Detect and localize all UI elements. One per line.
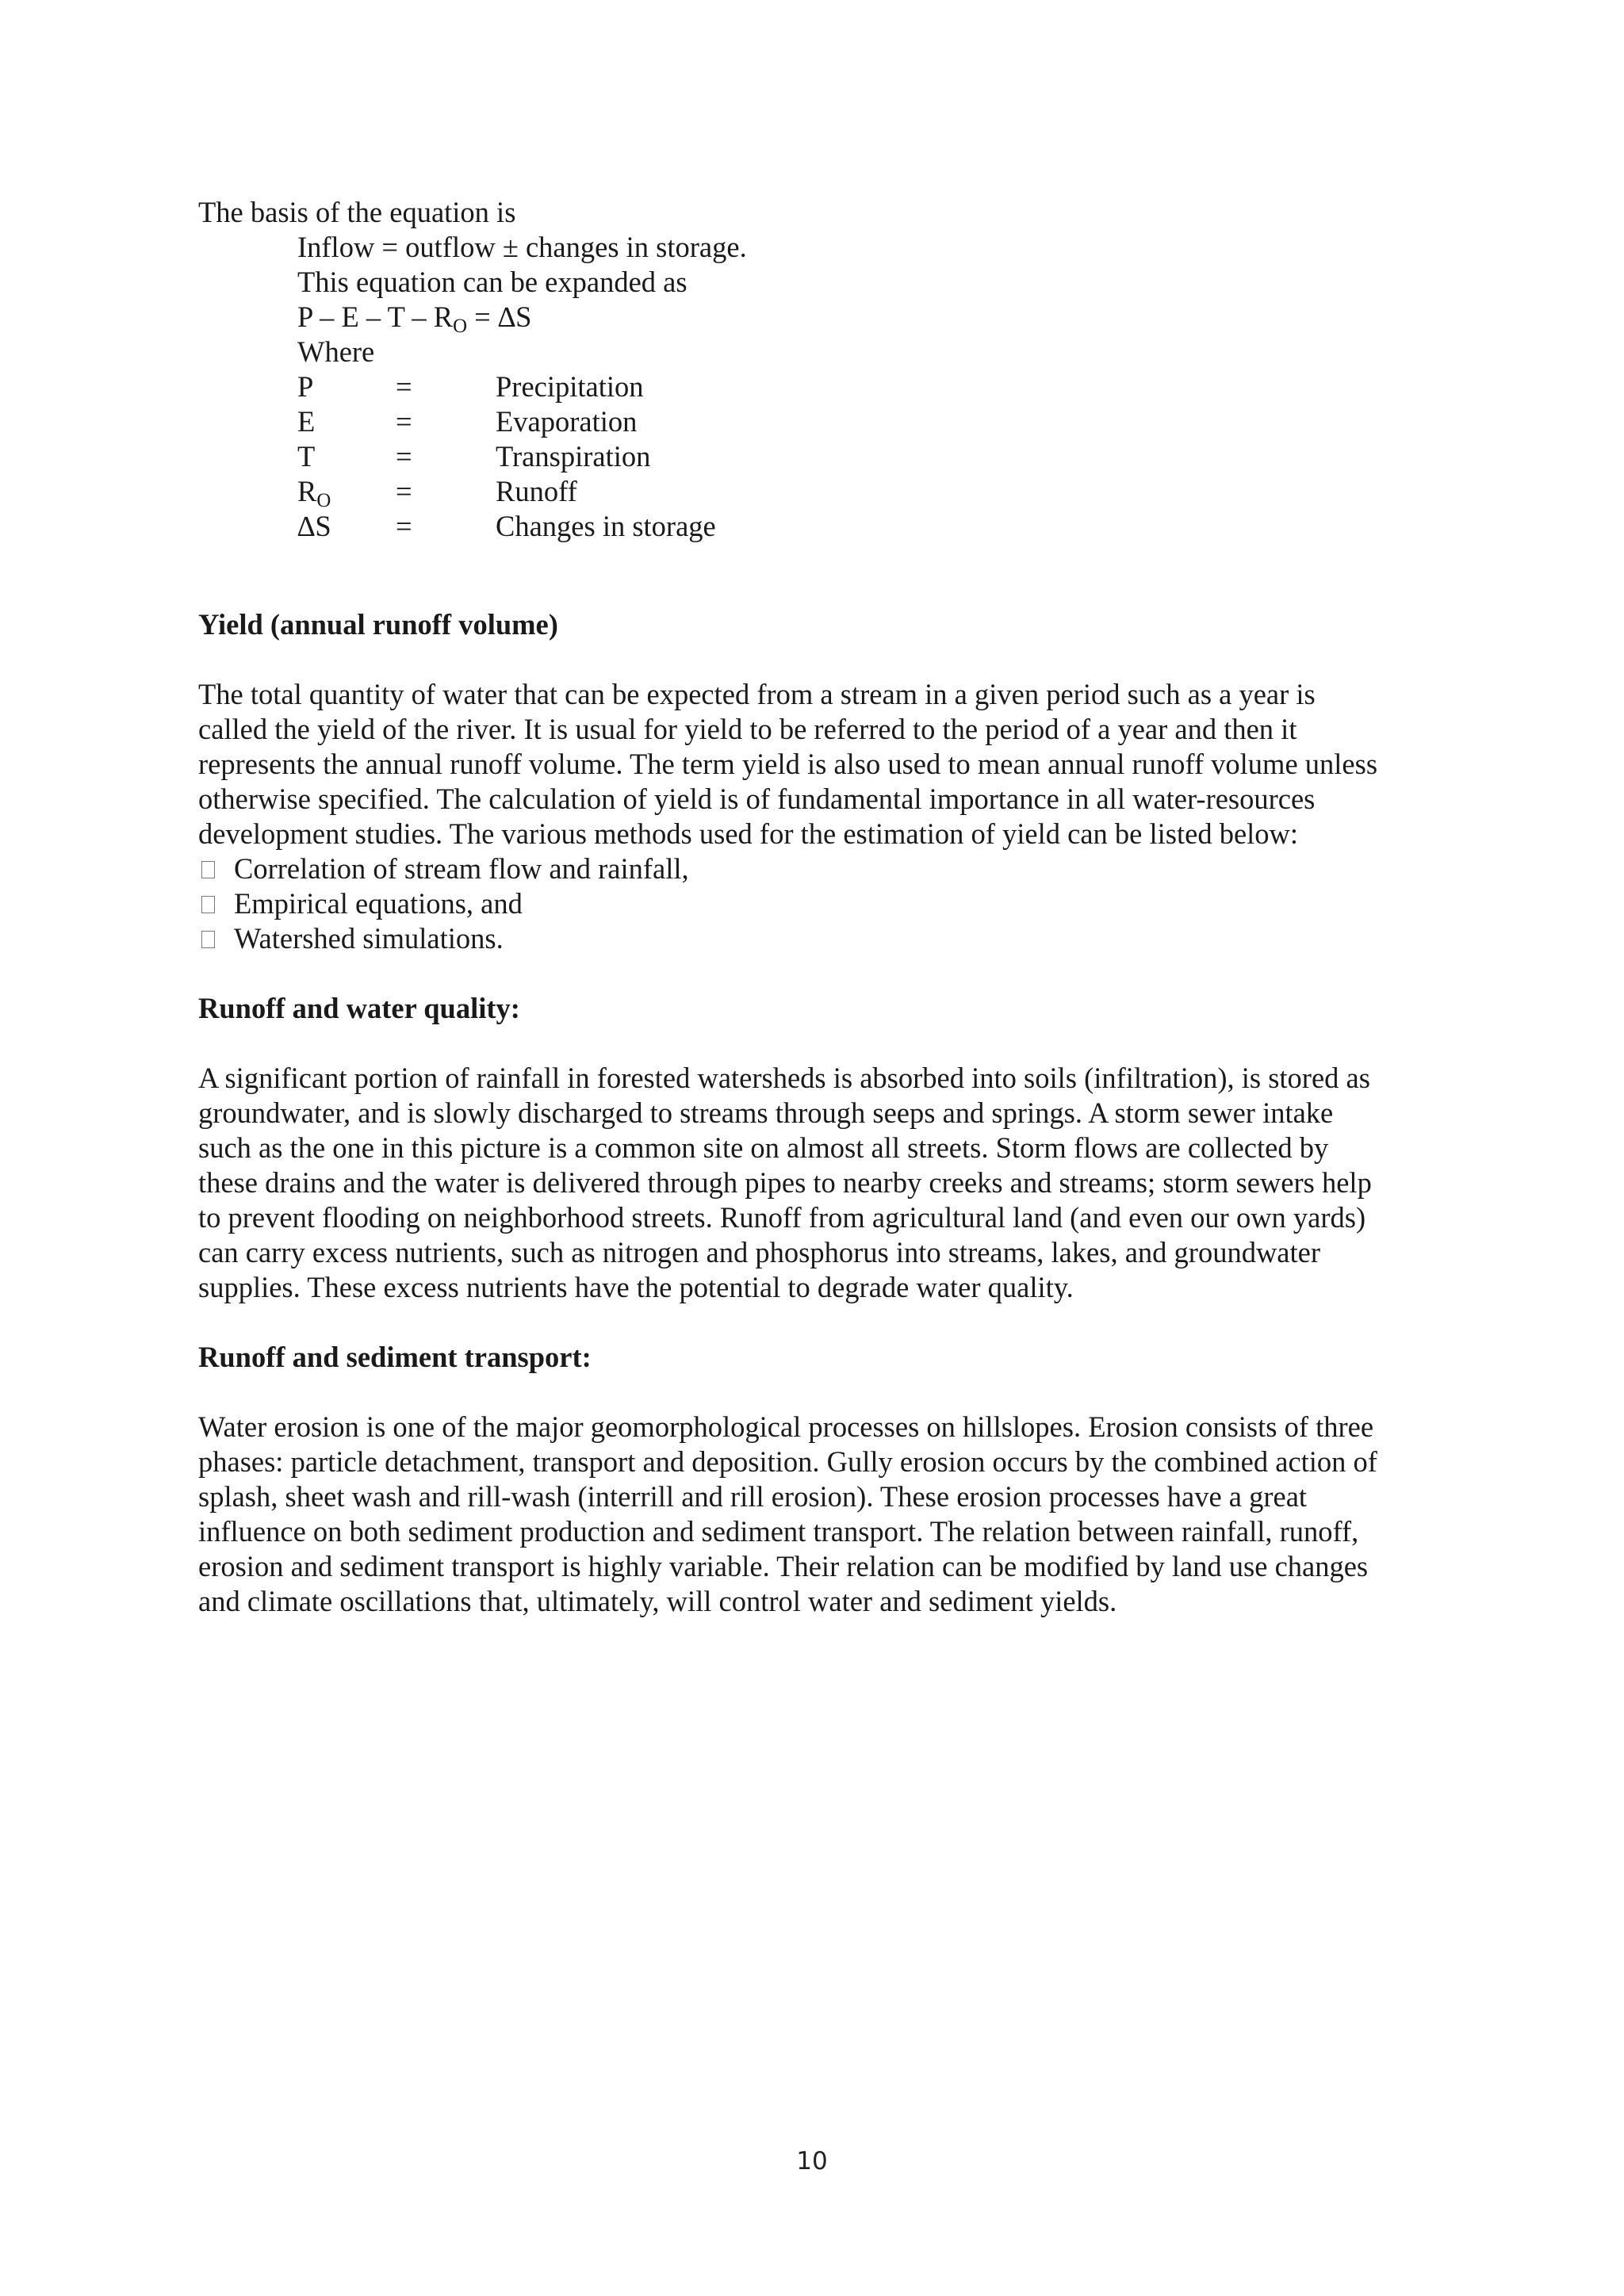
yield-paragraph <box>198 677 1435 851</box>
sediment-heading: Runoff and sediment transport: <box>198 1341 592 1373</box>
definition-row <box>297 369 1435 404</box>
quality-heading: Runoff and water quality: <box>198 992 520 1024</box>
definition-meaning: Changes in storage <box>496 510 716 542</box>
paragraph-line: The total quantity of water that can be expected from a stream in a given period such as a year is <box>198 678 1316 710</box>
paragraph-line: phases: particle detachment, transport and deposition. Gully erosion occurs by the combined action of <box>198 1445 1377 1478</box>
paragraph-line: A significant portion of rainfall in forested watersheds is absorbed into soils (infiltration), is stored as <box>198 1062 1370 1094</box>
yield-heading: Yield (annual runoff volume) <box>198 608 558 641</box>
definition-symbol: T <box>297 440 316 473</box>
definitions-list <box>198 369 1435 544</box>
page-content <box>198 195 1435 1619</box>
equation-expanded-intro: This equation can be expanded as <box>297 266 688 298</box>
paragraph-line: supplies. These excess nutrients have the potential to degrade water quality. <box>198 1271 1074 1303</box>
definition-equals: = <box>396 405 412 438</box>
equation-basic: Inflow = outflow ± changes in storage. <box>297 231 747 263</box>
list-item-text: Empirical equations, and <box>234 887 523 920</box>
formula-pre: P – E – T – R <box>297 300 454 333</box>
definition-row <box>297 439 1435 474</box>
paragraph-line: otherwise specified. The calculation of yield is of fundamental importance in all water-resources <box>198 783 1316 815</box>
paragraph-line: to prevent flooding on neighborhood streets. Runoff from agricultural land (and even our own yards) <box>198 1201 1366 1234</box>
paragraph-line: influence on both sediment production and sediment transport. The relation between rainfall, runoff, <box>198 1515 1359 1548</box>
paragraph-line: erosion and sediment transport is highly variable. Their relation can be modified by land use changes <box>198 1550 1369 1582</box>
page-number: 10 <box>796 2147 828 2175</box>
formula-post: = ∆S <box>467 300 532 333</box>
bullet-box-icon <box>201 861 215 878</box>
equation-formula <box>198 300 1435 335</box>
definition-symbol: P <box>297 370 314 403</box>
symbol-base: R <box>297 475 317 507</box>
paragraph-line: called the yield of the river. It is usual for yield to be referred to the period of a year and then it <box>198 713 1297 745</box>
sediment-paragraph <box>198 1410 1435 1619</box>
definition-equals: = <box>396 370 412 403</box>
definition-symbol <box>297 474 396 509</box>
definition-row <box>297 509 1435 544</box>
paragraph-line: can carry excess nutrients, such as nitrogen and phosphorus into streams, lakes, and groundwater <box>198 1236 1320 1269</box>
definition-equals: = <box>396 510 412 542</box>
paragraph-line: and climate oscillations that, ultimately, will control water and sediment yields. <box>198 1585 1117 1617</box>
definition-meaning: Runoff <box>496 475 577 507</box>
list-item-text: Watershed simulations. <box>234 922 504 955</box>
bullet-box-icon <box>201 896 215 913</box>
paragraph-line: these drains and the water is delivered through pipes to nearby creeks and streams; storm sewers help <box>198 1166 1372 1199</box>
paragraph-line: splash, sheet wash and rill-wash (interrill and rill erosion). These erosion processes have a great <box>198 1480 1308 1513</box>
definition-row <box>297 474 1435 509</box>
symbol-subscript: O <box>316 489 331 511</box>
list-item <box>198 851 1435 886</box>
list-item <box>198 886 1435 921</box>
list-item-text: Correlation of stream flow and rainfall, <box>234 852 689 885</box>
paragraph-line: such as the one in this picture is a common site on almost all streets. Storm flows are collected by <box>198 1131 1329 1164</box>
paragraph-line: groundwater, and is slowly discharged to streams through seeps and springs. A storm sewer intake <box>198 1096 1334 1129</box>
definition-symbol: ∆S <box>297 510 331 542</box>
equation-intro: The basis of the equation is <box>198 196 516 228</box>
paragraph-line: Water erosion is one of the major geomorphological processes on hillslopes. Erosion consists of three <box>198 1410 1374 1443</box>
quality-paragraph <box>198 1061 1435 1305</box>
equation-where: Where <box>297 335 375 368</box>
definition-meaning: Precipitation <box>496 370 644 403</box>
paragraph-line: development studies. The various methods used for the estimation of yield can be listed below: <box>198 817 1299 850</box>
definition-equals: = <box>396 475 412 507</box>
definition-meaning: Transpiration <box>496 440 651 473</box>
definition-symbol: E <box>297 405 316 438</box>
formula-subscript: O <box>453 315 467 337</box>
bullet-box-icon <box>201 931 215 948</box>
yield-methods-list <box>198 851 1435 956</box>
list-item <box>198 921 1435 956</box>
definition-equals: = <box>396 440 412 473</box>
definition-meaning: Evaporation <box>496 405 638 438</box>
definition-row <box>297 404 1435 439</box>
paragraph-line: represents the annual runoff volume. The term yield is also used to mean annual runoff volume unless <box>198 748 1378 780</box>
